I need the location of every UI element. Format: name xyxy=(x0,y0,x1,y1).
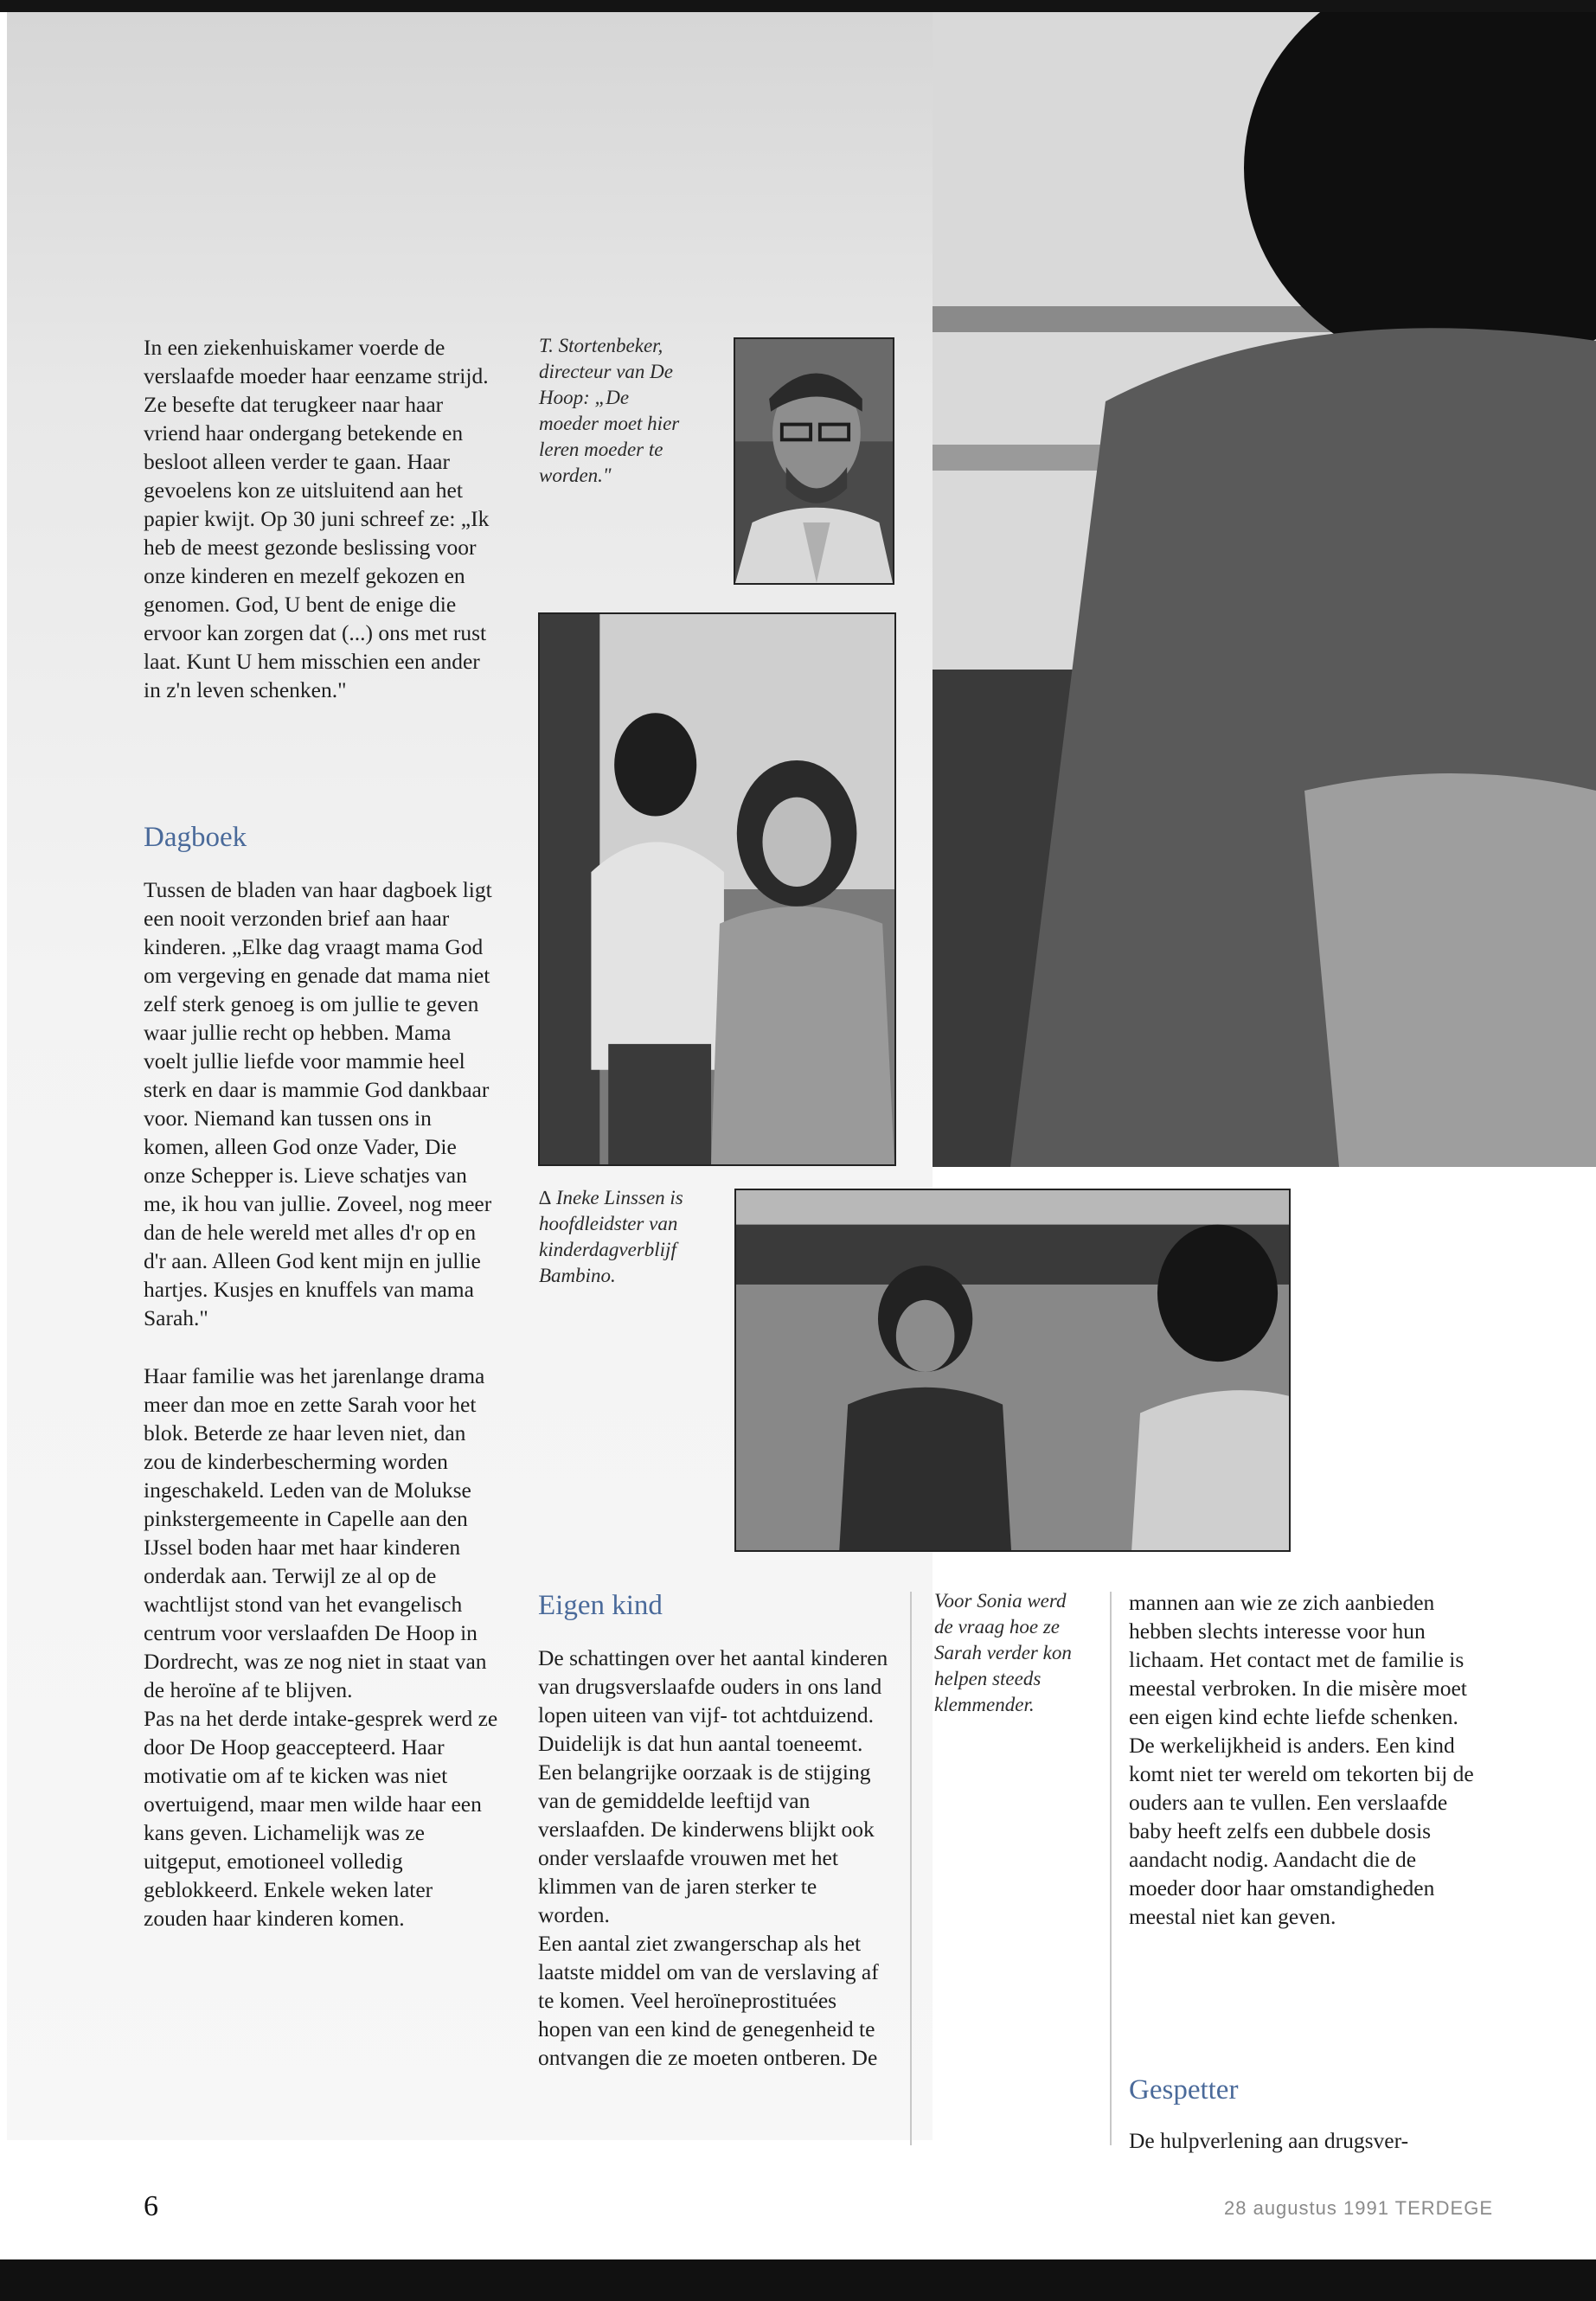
col3-paragraph-1: mannen aan wie ze zich aanbieden hebben slechts interesse voor hun lichaam. Het contact met de familie is meestal verbroken. In die misère moet een eigen kind echte liefde schenken. xyxy=(1129,1590,1467,1729)
column-rule-middle xyxy=(910,1592,912,2145)
photo-two-women-outdoors xyxy=(734,1189,1291,1552)
caption-ineke-text: Ineke Linssen is hoofdleidster van kinderdagverblijf Bambino. xyxy=(539,1187,683,1286)
col3-paragraph-2: De werkelijkheid is anders. Een kind komt niet ter wereld om tekorten bij de ouders aan te vullen. Een verslaafde baby heeft zelfs een dubbele dosis aandacht nodig. Aandacht die de moeder door haar omstandigheden meestal niet kan geven. xyxy=(1129,1733,1474,1929)
photo-woman-back-large xyxy=(933,12,1596,1167)
heading-dagboek: Dagboek xyxy=(144,822,247,853)
caption-director: T. Stortenbeker, directeur van De Hoop: „De moeder moet hier leren moeder te worden." xyxy=(539,335,680,486)
col1-paragraph-1: In een ziekenhuiskamer voerde de verslaafde moeder haar eenzame strijd. Ze besefte dat terugkeer naar haar vriend haar ondergang betekende en besloot alleen verder te gaan. Haar gevoelens kon ze uitsluitend aan het papier kwijt. Op 30 juni schreef ze: „Ik heb de meest gezonde beslissing voor onze kinderen en mezelf gekozen en genomen. God, U bent de enige die ervoor kan zorgen dat (...) ons met rust laat. Kunt U hem misschien een ander in z'n leven schenken." xyxy=(144,335,490,702)
caption-marker-triangle: ∆ xyxy=(539,1187,552,1208)
heading-eigen-kind: Eigen kind xyxy=(538,1590,663,1621)
col2-paragraph-2: Een aantal ziet zwangerschap als het laatste middel om van de verslaving af te komen. Veel heroïneprostituées hopen van een kind de genegenheid te ontvangen die ze moeten ontberen. De xyxy=(538,1931,879,2070)
page-number: 6 xyxy=(144,2190,158,2222)
heading-gespetter: Gespetter xyxy=(1129,2074,1239,2106)
column-rule-right xyxy=(1110,1592,1112,2145)
col1-paragraph-4: Pas na het derde intake-gesprek werd ze door De Hoop geaccepteerd. Haar motivatie om af te kicken was niet overtuigend, maar men wilde haar een kans geven. Lichamelijk was ze uitgeput, emotioneel volledig geblokkeerd. Enkele weken later zouden haar kinderen komen. xyxy=(144,1706,498,1931)
column-right-2 xyxy=(1129,2126,1484,2155)
col2-paragraph-1: De schattingen over het aantal kinderen van drugsverslaafde ouders in ons land lopen uiteen van vijf- tot achtduizend. Duidelijk is dat hun aantal toeneemt. Een belangrijke oorzaak is de stijging van de gemiddelde leeftijd van verslaafden. De kinderwens blijkt ook onder verslaafde vrouwen met het klimmen van de jaren sterker te worden. xyxy=(538,1645,888,1927)
photo-director-portrait xyxy=(734,337,894,585)
caption-sonia: Voor Sonia werd de vraag hoe ze Sarah verder kon helpen steeds klemmender. xyxy=(934,1590,1072,1715)
col1-paragraph-2: Tussen de bladen van haar dagboek ligt een nooit verzonden brief aan haar kinderen. „Elke dag vraagt mama God om vergeving en genade dat mama niet zelf sterk genoeg is om jullie te geven waar jullie recht op hebben. Mama voelt jullie liefde voor mammie heel sterk en daar is mammie God dankbaar voor. Niemand kan tussen ons in komen, alleen God onze Vader, Die onze Schepper is. Lieve schatjes van me, ik hou van jullie. Zoveel, nog meer dan de hele wereld met alles d'r op en d'r aan. Alleen God kent mijn en jullie hartjes. Kusjes en knuffels van mama Sarah." xyxy=(144,877,492,1330)
column-left-2 xyxy=(144,875,498,1932)
page-bottom-border xyxy=(0,2259,1596,2301)
column-right xyxy=(1129,1588,1484,1931)
col3-paragraph-3: De hulpverlening aan drugsver- xyxy=(1129,2128,1409,2153)
page-top-border xyxy=(0,0,1596,12)
column-left xyxy=(144,333,498,704)
col1-paragraph-3: Haar familie was het jarenlange drama meer dan moe en zette Sarah voor het blok. Beterde ze haar leven niet, dan zou de kinderbescherming worden ingeschakeld. Leden van de Molukse pinkstergemeente in Capelle aan den IJssel boden haar met haar kinderen onderdak aan. Terwijl ze al op de wachtlijst stond van het evangelisch centrum voor verslaafden De Hoop in Dordrecht, was ze nog niet in staat van de heroïne af te blijven. xyxy=(144,1363,487,1702)
caption-ineke xyxy=(539,1185,712,1289)
column-middle xyxy=(538,1644,893,2072)
footer-date-publication: 28 augustus 1991 TERDEGE xyxy=(1224,2197,1493,2219)
photo-child-with-caretaker xyxy=(538,612,896,1166)
